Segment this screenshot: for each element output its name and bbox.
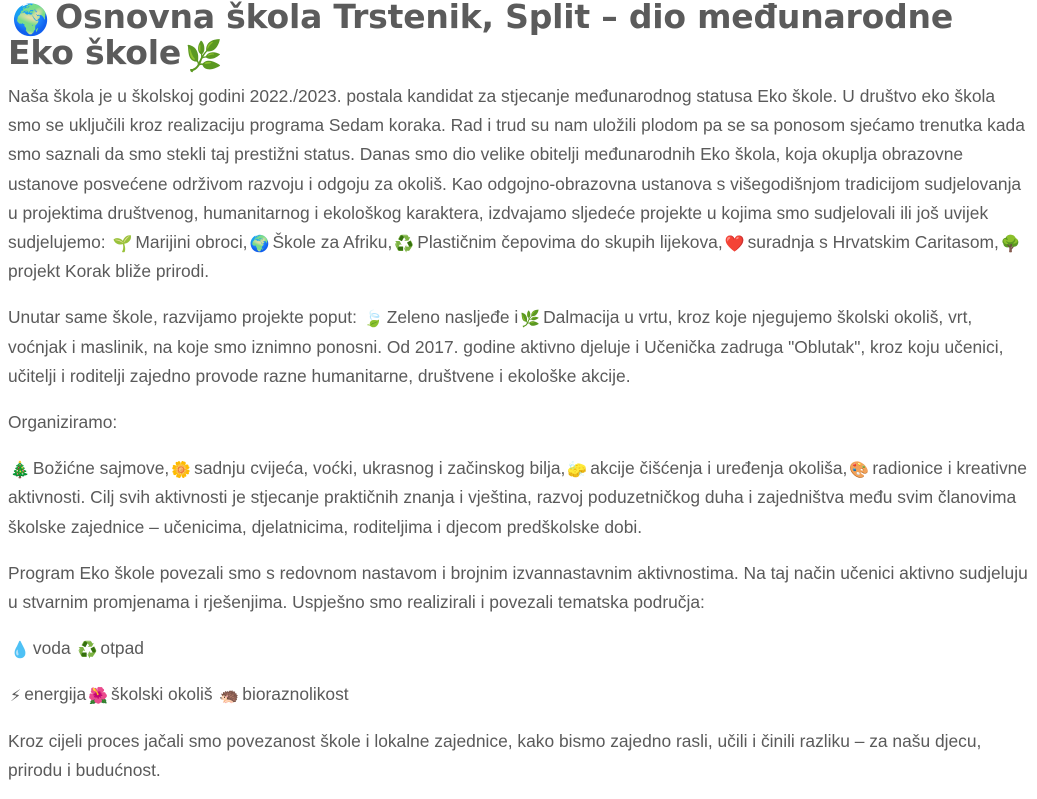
page-title [8,0,1029,72]
paragraph-closing [8,727,1029,785]
paragraph-school-projects [8,303,1029,391]
project-zeleno-nasljede: Zeleno nasljeđe i [386,307,519,328]
topic-line-2 [8,680,1029,709]
palette-icon: 🎨 [849,462,870,480]
topic-line-1 [8,634,1029,663]
paragraph-text: Naša škola je u školskoj godini 2022./2023. postala kandidat za stjecanje međunarodnog statusa Eko škole. U društvo eko škola smo se uključili kroz realizaciju programa Sedam koraka. Rad i trud su nam uložili plodom pa se sa ponosom sjećamo trenutka kada smo saznali da smo stekli taj prestižni status. Danas smo dio velike obitelji međunarodnih Eko škola, koja okuplja obrazovne ustanove posvećene održivom razvoju i odgoju za okoliš. Kao odgojno-obrazovna ustanova s višegodišnjom tradicijom sudjelovanja u projektima društvenog, humanitarnog i ekološkog karaktera, izdvajamo sljedeće projekte u kojima smo sudjelovali ili još uvijek sudjelujemo: [8,86,1025,253]
recycle-icon: ♻️ [394,236,415,254]
droplet-icon: 💧 [10,642,30,660]
paragraph-program [8,559,1029,617]
heart-icon: ❤️ [724,236,745,254]
lightning-icon: ⚡ [10,688,22,706]
tree-icon: 🌳 [1000,236,1021,254]
topic-skolski-okolis: školski okoliš [111,684,213,705]
herb-icon: 🌿 [520,311,541,329]
globe-icon: 🌍 [12,3,50,38]
paragraph-text: Dalmacija u vrtu, kroz koje njegujemo školski okoliš, vrt, voćnjak i maslinik, na koje smo iznimno ponosni. Od 2017. godine aktivno djeluje i Učenička zadruga "Oblutak", kroz koju učenici, učitelji i roditelji zajedno provode razne humanitarne, društvene i ekološke akcije. [8,307,1004,386]
activity-sadnja: sadnju cvijeća, voćki, ukrasnog i začinskog bilja, [194,458,566,479]
paragraph-text: Organiziramo: [8,412,118,433]
paragraph-organiziramo [8,408,1029,437]
christmas-tree-icon: 🎄 [10,462,30,480]
project-plasticni-cepovi: Plastičnim čepovima do skupih lijekova, [417,232,723,253]
seedling-icon: 🌱 [112,236,133,254]
leaf-icon: 🍃 [363,311,384,329]
topic-bioraznolikost: bioraznolikost [242,684,349,705]
hibiscus-icon: 🌺 [88,688,109,706]
paragraph-text: Program Eko škole povezali smo s redovnom nastavom i brojnim izvannastavnim aktivnostima. Na taj način učenici aktivno sudjeluju u stvarnim promjenama i rješenjima. Uspješno smo realizirali i povezali tematska područja: [8,562,1028,613]
activity-radionice: radionice i kreativne aktivnosti. Cilj svih aktivnosti je stjecanje praktičnih znanja i vještina, razvoj poduzetničkog duha i zajedništva među svim članovima školske zajednice – učenicima, djelatnicima, roditeljima i djecom predškolske dobi. [8,458,1027,537]
globe-icon: 🌍 [249,236,270,254]
paragraph-intro [8,82,1029,286]
topic-otpad: otpad [100,638,144,659]
page-title-text: Osnovna škola Trstenik, Split – dio međunarodne Eko škole [8,0,953,72]
project-korak-blize-prirodi: projekt Korak bliže prirodi. [8,261,210,282]
topic-energija: energija [24,684,87,705]
flower-icon: 🌼 [171,462,192,480]
hedgehog-icon: 🦔 [219,688,240,706]
project-skole-za-afriku: Škole za Afriku, [272,232,393,253]
project-caritas: suradnja s Hrvatskim Caritasom, [747,232,999,253]
topic-voda: voda [32,638,71,659]
activity-sajmovi: Božićne sajmove, [32,458,170,479]
recycle-icon: ♻️ [77,642,98,660]
paragraph-text: Kroz cijeli proces jačali smo povezanost škole i lokalne zajednice, kako bismo zajedno rasli, učili i činili razliku – za našu djecu, prirodu i budućnost. [8,730,982,780]
project-marijini-obroci: Marijini obroci, [135,232,248,253]
sponge-icon: 🧽 [567,462,588,480]
herb-icon: 🌿 [185,39,223,74]
paragraph-text: Unutar same škole, razvijamo projekte poput: [8,307,357,328]
activity-ciscenje: akcije čišćenja i uređenja okoliša, [590,458,848,479]
paragraph-activities [8,454,1029,542]
